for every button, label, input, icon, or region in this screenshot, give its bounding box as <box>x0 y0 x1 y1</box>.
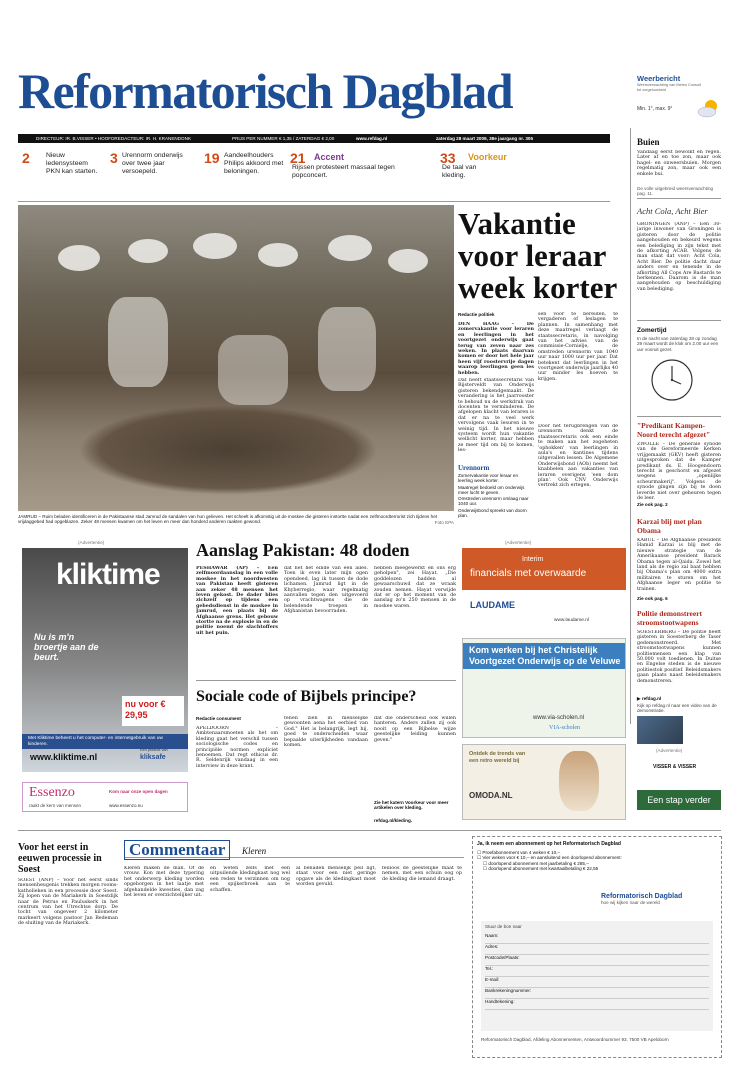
topbar-editors: DIRECTEUR: IR. B.VISSER • HOOFDREDACTEUR: IR. H. KRANENDONK <box>36 136 192 141</box>
teaser-page-number: 3 <box>110 150 118 166</box>
field-row[interactable] <box>485 988 709 999</box>
section-rule <box>196 680 456 681</box>
kampen-text: ZWOLLE – De generale synode van de Gereformeerde Kerken vrijgemaakt (GKV) heeft gisteren uitgesproken dat de Kamper predikant ds. E. Hoogendoorn terecht is geschorst en afgezet wegens „openlijke scheurmakerij". Volgens de synode gingen zijn bij te doen leverde niet over geheuren tegen de leer. <box>637 442 721 500</box>
laudame-logo: LAUDAME <box>470 600 515 610</box>
teaser-section: Voorkeur <box>468 152 507 162</box>
video-thumbnail[interactable] <box>637 716 683 744</box>
shoes-pile <box>78 405 378 495</box>
kampen-ref[interactable]: Zie ook pag. 2 <box>637 502 668 507</box>
crowd-cap <box>193 233 237 259</box>
urennorm-list <box>458 473 534 518</box>
sociale-headline[interactable]: Sociale code of Bijbels principe? <box>196 688 417 705</box>
weather-title: Weerbericht <box>637 74 681 83</box>
teaser-text: Urennorm onderwijs over twee jaar versoepeld. <box>122 152 183 175</box>
teaser-section: Accent <box>314 152 345 162</box>
photo-credit: Foto EPA <box>434 520 454 525</box>
refdag-text: Kijk op refdag.nl naar een video van de demonstratie. <box>637 703 717 714</box>
soest-headline[interactable]: Voor het eerst in eeuwen processie in Soest <box>18 842 102 875</box>
omoda-tagline: Ontdek de trends van een retro wereld bij <box>469 751 526 764</box>
urennorm-item: Maatregel bedoeld om onderwijs meer lucht te geven. <box>458 484 525 495</box>
sub-option-label: Proefabonnement van 4 weken € 10,– <box>482 850 561 855</box>
urennorm-item: Omstreden urennorm omlaag naar 1040 uur. <box>458 496 529 507</box>
interim-title: Interim <box>522 556 544 563</box>
main-photo <box>18 205 454 511</box>
weather-sub: Weersverwachting van Meteo Consult <box>637 83 701 87</box>
via-banner: Kom werken bij het Christelijk Voortgezet Onderwijs op de Veluwe <box>463 643 626 669</box>
teaser-page-number: 33 <box>440 150 456 166</box>
kliktime-sub: Nu is m'n broertje aan de beurt. <box>34 632 99 662</box>
adv-label-visser: (Advertentie) <box>656 748 683 753</box>
aanslag-col-2: dat het het einde van een alles. Toen ik even later mijn ogen opendeed, lag ik tussen de dode lichamen. Jamrud ligt in de Khyberregio, waar regelmatig aanvallen tegen den uitgevoerd op vrachtwagens die de belendende troepen in Afghanistan bevoorraden. <box>284 566 368 615</box>
omoda-model <box>559 751 599 811</box>
crowd-figure <box>318 307 376 391</box>
omoda-ad[interactable] <box>462 744 626 820</box>
kliktime-price: nu voor € 29,95 <box>122 696 184 726</box>
crowd-cap <box>58 245 100 271</box>
field-row[interactable] <box>485 933 709 944</box>
teaser-1[interactable] <box>22 150 102 192</box>
weather-sub2: tot zorgeloosheid <box>637 87 666 92</box>
adv-label-right: (Advertentie) <box>505 540 532 545</box>
refdag-link-label: refdag.nl <box>641 696 662 701</box>
sociale-col-1: APELDOORN – Ambtenaarsmoeten als het om kleding gaat het verschil tussen sociologische codes en principiële normen expliciet benoemen. Dat regt ethicus dr. R. Seldenrijk vandaag in een interview in deze krant. <box>196 726 278 769</box>
field-row[interactable] <box>485 999 709 1010</box>
essenzo-url[interactable]: www.essenzo.nu <box>109 803 143 808</box>
kampen-title: "Predikant Kampen-Noord terecht afgezet" <box>637 421 711 439</box>
topbar-price: PRIJS PER NUMMER € 1,35 / ZATERDAG € 2,00 <box>232 136 335 141</box>
sub-option-label: Vier weken voor € 10,– en aansluitend een doorlopend abonnement: <box>482 855 622 861</box>
sub-footer: Reformatorisch Dagblad, Afdeling Abonnementen, Antwoordnummer 93, 7500 VB Apeldoorn <box>481 1037 669 1042</box>
teaser-text: Nieuw ledensysteem PKN kan starten. <box>46 152 98 175</box>
comm-col-4: feilloos de geestelijke maat te nemen, met een schuin oog op de kleding die iemand draagt. <box>382 866 462 882</box>
vakantie-byline: Redactie politiek <box>458 312 495 317</box>
sociale-ref[interactable]: Zie het katern Voorkeur voor meer artikelen over kleding. <box>374 800 449 811</box>
vakantie-body-2: sen voor te bereiden, te vergaderen of leslagen te plannen. In samenhang met deze maatregel verlaagt de staatssecretaris, in navolging van het advies van de commissie-Cornielje, de omstreden urennorm van 1040 uur naar 1000 uur per jaar. Dat betekent dat leerlingen in het voortgezet onderwijs jaarlijks 40 uur minder les hoeven te krijgen. <box>538 312 618 382</box>
sub-brand-logo: Reformatorisch Dagblad <box>601 893 683 900</box>
politie-title: Politie demonstreert stroomstootwapens <box>637 609 703 627</box>
kliktime-tagline: Met Kliktime beheert u het computer- en internetgebruik van uw kinderen. <box>22 734 188 749</box>
politie-text: SOESTERBERG – De politie heeft gisteren in Soesterberg de Taser gedemonstreerd. Met stroomstootwapens kunnen politiemensen een klap van 50.000 volt toedienen. In Duitse en Engelse steden is de nieuwe politiestok positief. Beleidsmakers gaan plaats naast beleidsmakers demonstreren. <box>637 630 721 684</box>
sub-title: Ja, ik neem een abonnement op het Reformatorisch Dagblad <box>477 841 621 847</box>
field-label: Bankrekeningnummer: <box>485 988 532 994</box>
visser-tagline: Een stap verder <box>637 790 721 810</box>
interim-ad[interactable] <box>462 548 626 632</box>
clock-icon <box>648 356 696 404</box>
field-label: E-mail: <box>485 977 500 983</box>
essenzo-tagline: raakt de kern van mensen <box>29 803 82 808</box>
field-label: Adres: <box>485 944 499 950</box>
aanslag-col-1: PESHAWAR (AP) – Een zelfmoordaanslag in een volle moskee in het noordwesten van Pakistan heeft gisteren aan zeker 48 mensen het leven gekost. De dader blies zichzelf op tijdens een gebedsdienst in de moskee in Jamrud, een plaats bij de Afghaanse grens. Het gebouw stortte na de explosie in en de politie noemt de slachtoffers uit het puin. <box>196 566 278 636</box>
sub-brand-sub: hoe wij kijken naar de wereld <box>601 900 660 905</box>
adv-label-left: (Advertentie) <box>78 540 105 545</box>
field-row[interactable] <box>485 955 709 966</box>
soest-text: SOEST (ANP) – Voor het eerst sinds mensenheugenis trekken morgen rooms-katholieken in een processie door Soest. Zij lopen van de Mariakerk in Soestdijk naar de Petrus en Pauluskerk in het centrum van het Utrechtse dorp. De tocht van ongeveer 2 kilometer markeert volgens pastoor Jan Bedeman de sluiting van de Mariakerk. <box>18 878 118 927</box>
aanslag-headline[interactable]: Aanslag Pakistan: 48 doden <box>196 540 410 560</box>
teaser-page-number: 2 <box>22 150 30 166</box>
field-label: Naam: <box>485 933 499 939</box>
checkbox-icon: ☐ <box>483 860 489 866</box>
kliksafe-logo: kliksafe <box>140 754 166 761</box>
teaser-text: De taal van kleding. <box>442 164 477 179</box>
karzai-ref[interactable]: Zie ook pag. 6 <box>637 596 668 601</box>
teaser-text: Rijssen protesteert massaal tegen popconcert. <box>292 164 395 179</box>
sociale-ref-link[interactable]: refdag.nl/kleding. <box>374 818 413 823</box>
buien-title: Buien <box>637 137 660 147</box>
essenzo-ad[interactable] <box>22 782 188 812</box>
sociale-col-2: tenen zien in menselijke gewoonten aena het eerbied van God." Het is belangrijk, legt hij, goed te onderscheiden waar bepaalde uiterlijkheden vandaan komen. <box>284 716 368 749</box>
crowd-cap <box>128 239 168 263</box>
crowd-figure <box>108 297 168 387</box>
sidebar-rule <box>637 416 721 417</box>
photo-caption: JAMRUD – Ruim beladen identificeren in de Pakistaanse stad Jamrud de sandalen van hun gelieven. Het scheelt is afkomstig uit de moskee die gisteren instortte nadat een zelfmoordterrorist zich tijdens het vrijdaggebed had opgeblazen. Zeker 48 mensen kwamen om het leven en meer dan honderd anderen raakten gewond. <box>18 514 438 525</box>
crowd-cap <box>258 243 298 267</box>
sociale-col-3: dat die onderscheid ook willen hanteren. Anders zullen zij ook nooit op een Bijbelse wijze geestelijke leiding kunnen geven." <box>374 716 456 743</box>
teaser-3[interactable] <box>204 150 288 192</box>
buien-text: Vandaag eerst bewolkt en regen. Later af en toe zon, maar ook hagel- en onweersbuien. Morgen regelmatig zon, maar ook een enkele bui. <box>637 150 721 177</box>
kliktime-url[interactable]: www.kliktime.nl <box>30 752 98 762</box>
kliktime-brand: kliktime <box>56 558 160 591</box>
weather-widget <box>637 74 721 126</box>
vakantie-body-1: Dat heeft staatssecretaris Van Bijsterveldt van Onderwijs gisteren bekendgemaakt. De verandering is het jaarrooster te behoud nu de werkdruk van docenten te verminderen. De afgelopen klacht van leraren is dat er na te veel werk vervolgens vaak lesuren in te weinig tijd. In het nieuwe systeem wordt hun vakantie wellicht korter, maar hebben ze meer tijd om bij te komen, les- <box>458 378 534 454</box>
field-label: Tel.: <box>485 966 494 972</box>
sub-fields <box>481 921 713 1031</box>
vakantie-lead: DEN HAAG – De zomervakantie voor leraren en leerlingen in het voortgezet onderwijs gaat terug van zeven naar zes weken. In plaats daarvan komen er door het hele jaar heen vijf roostervrije dagen waarop leerlingen geen les hebben. <box>458 322 534 374</box>
weather-temps: Min. 1°, max. 9° <box>637 106 673 112</box>
laudame-url[interactable]: www.laudame.nl <box>554 618 589 623</box>
essenzo-logo: Essenzo <box>29 785 75 800</box>
vakantie-body-3: Door het terugbrengen van de urennorm denkt de staatssecretaris ook een einde te maken aan het zogeheten 'ophokken' van leerlingen in aula's en kantines tijdens uitgevallen lessen. De Algemene Onderwijsbond (AOb) neemt het knabbelen aan vakanties van leraren overigens 'een dom plan'. Ook CNV Onderwijs vertrekt zich ertegen. <box>538 424 618 489</box>
teaser-2[interactable] <box>110 150 190 192</box>
urennorm-item: Zomervakantie voor leraar en leerling week korter. <box>458 473 519 484</box>
teaser-page-number: 19 <box>204 150 220 166</box>
essenzo-promo: Kom naar onze open dagen <box>109 789 168 794</box>
buien-more[interactable]: De volle uitgebreid weersverwachting pag. 11. <box>637 186 714 197</box>
checkbox-icon: ☐ <box>483 865 489 871</box>
topbar-url[interactable]: www.refdag.nl <box>356 136 388 141</box>
comm-col-3: al benaden menselijk peil ligt, staat voor een niet geringe opgave als de kledingkast moet worden gevuld. <box>296 866 376 888</box>
sub-option-label: doorlopend abonnement met kwartaalbetaling € 22,55 <box>488 865 599 871</box>
visser-ad[interactable] <box>637 756 721 818</box>
sun-cloud-icon <box>697 98 721 118</box>
crowd-cap <box>328 235 372 261</box>
field-label: Postcode/Plaats: <box>485 955 520 961</box>
field-row[interactable] <box>485 966 709 977</box>
visser-logo: VISSER & VISSER <box>653 764 697 770</box>
acht-title: Acht Cola, Acht Bier <box>637 206 708 216</box>
comm-col-2: en weten zelfs met een uitpuilende kledingkast nog wel een reden te verzinnen om nog een spijkerbroek aan te schaffen. <box>210 866 290 893</box>
interim-line: financials met overwaarde <box>470 568 587 579</box>
comm-col-1: Kleren maken de man. Of de vrouw. Kon met deze typering het onderwerp kleding worden opgeborgen in het laatje met afgehandelde kwesties, dan zag het leven er overzichtelijker uit. <box>124 866 204 899</box>
masthead-title: Reformatorisch Dagblad <box>18 63 512 119</box>
vakantie-headline[interactable]: Vakantie voor leraar week korter <box>458 206 618 305</box>
commentaar-title: Kleren <box>242 846 267 856</box>
field-label: Handtekening: <box>485 999 515 1005</box>
via-ad[interactable] <box>462 638 626 738</box>
sub-brand <box>601 893 711 905</box>
commentaar-label: Commentaar <box>124 840 230 860</box>
omoda-logo: OMODA.NL <box>469 791 513 800</box>
kliktime-ad[interactable] <box>22 548 188 772</box>
field-row[interactable] <box>485 977 709 988</box>
zomer-text: In de nacht van zaterdag 28 op zondag 29 maart wordt de klok om 2.00 uur een uur vooruit gezet. <box>637 336 719 352</box>
sub-option-label: doorlopend abonnement met jaarbetaling € 285,– <box>488 860 589 866</box>
crowd-figure <box>218 335 288 405</box>
via-url[interactable]: www.via-scholen.nl <box>533 715 585 721</box>
bottom-divider <box>18 830 721 831</box>
sub-box-title: Stuur de bon naar <box>485 924 522 929</box>
field-row[interactable] <box>485 944 709 955</box>
kliktime-partner: Een product van <box>140 748 168 752</box>
karzai-title: Karzai blij met plan Obama <box>637 517 702 535</box>
play-icon: ▶ <box>637 696 642 701</box>
via-brand: VIA-scholen <box>549 725 580 731</box>
teaser-page-number: 21 <box>290 150 306 166</box>
urennorm-item: Onderwijsbond spreekt van doorn plan. <box>458 507 527 519</box>
sociale-byline: Redactie consument <box>196 716 241 721</box>
teaser-5[interactable] <box>440 150 560 192</box>
urennorm-title: Urennorm <box>458 464 490 472</box>
teaser-4[interactable] <box>290 150 410 192</box>
top-info-bar <box>18 134 610 143</box>
refdag-link[interactable] <box>637 696 721 701</box>
sub-option[interactable] <box>477 866 717 871</box>
crowd-cap <box>388 249 428 273</box>
checkbox-icon: ☐ <box>477 850 483 855</box>
aanslag-col-3: hebben meegewerkt en ons erg geholpen", zei Hayat. „Die goddelozen hadden al gewaarschuwd dat ze wraak zouden nemen. Hayat verwijde dat er op het moment van de aanslag zo'n 250 mensen in de moskee waren. <box>374 566 456 609</box>
sidebar-divider <box>630 128 631 724</box>
sidebar-rule <box>637 198 721 199</box>
checkbox-icon: ☐ <box>477 855 483 861</box>
subscription-form <box>472 836 722 1058</box>
topbar-date: zaterdag 28 maart 2009, 38e jaargang nr. 305 <box>436 136 534 141</box>
teaser-divider <box>18 201 610 202</box>
teaser-text: Aandeelhouders Philips akkoord met beloningen. <box>224 152 284 175</box>
karzai-text: KABUL – De Afghaanse president Hamid Karzai is blij met de nieuwe strategie van de Amerikaanse president Barack Obama tegen al-Qaida. Zowel het land als de regio zal baat hebben bij Obama's plan om 4000 extra militairen te sturen om het Afghaanse leger en politie te trainen. <box>637 538 721 592</box>
zomer-title: Zomertijd <box>637 327 667 334</box>
acht-text: GRONINGEN (ANP) – Een 30-jarige inwoner van Groningen is gisteren door de politie aangehouden en bekeurd wegens een belediging in zijn tekst met de afkorting ACAB. Volgens de man staat dat voor: Acht Cola, Acht Bier. De politie dacht daar anders over en tenende in de afkorting All Cops Are Bastards te herkennen. Daarom is de man aangehouden op beschuldiging van belediging. <box>637 222 721 292</box>
commentaar-header <box>124 840 464 858</box>
sidebar-rule <box>637 320 721 321</box>
